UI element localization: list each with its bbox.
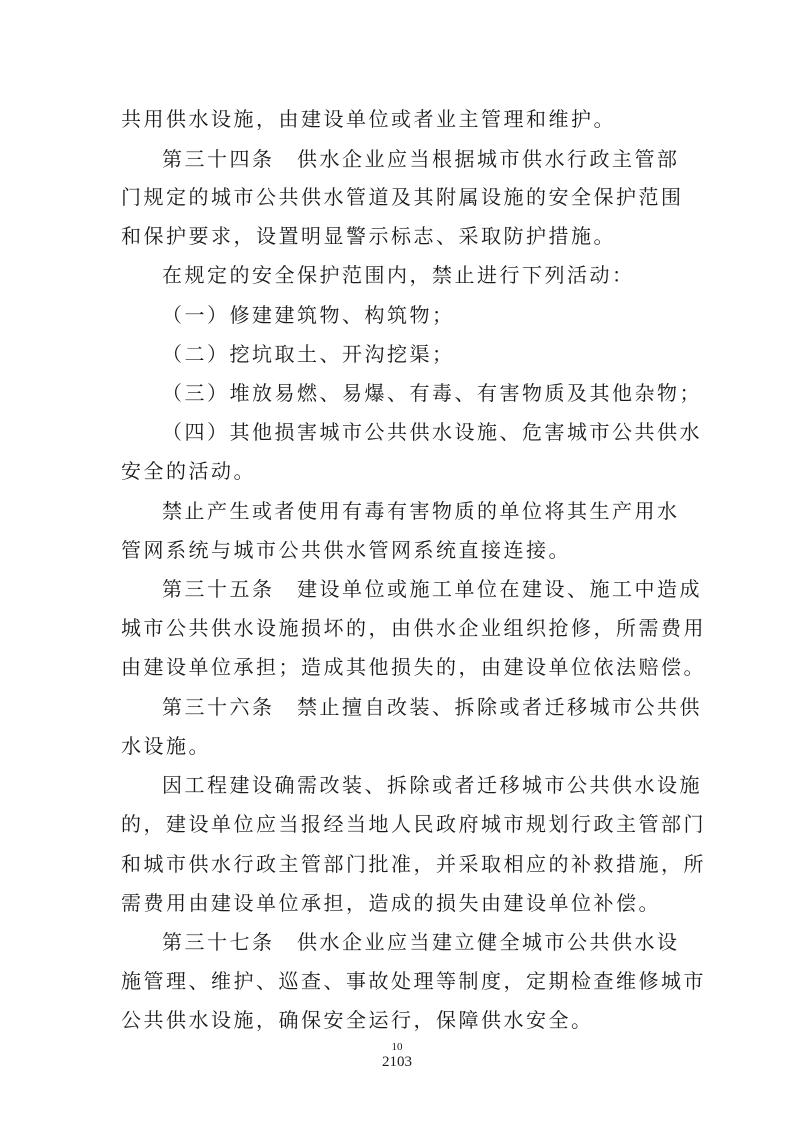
text-line: 因工程建设确需改装、拆除或者迁移城市公共供水设施 (162, 773, 702, 797)
article-37-heading-line: 第三十七条 供水企业应当建立健全城市公共供水设 (162, 930, 680, 954)
text-line: 由建设单位承担；造成其他损失的，由建设单位依法赔偿。 (121, 655, 706, 679)
text-line: 安全的活动。 (121, 459, 256, 483)
text-line: 公共供水设施，确保安全运行，保障供水安全。 (121, 1008, 594, 1032)
text-line: 和保护要求，设置明显警示标志、采取防护措施。 (121, 224, 616, 248)
text-line: 管网系统与城市公共供水管网系统直接连接。 (121, 538, 571, 562)
text-line: 共用供水设施，由建设单位或者业主管理和维护。 (121, 107, 616, 131)
page-number: 10 (391, 1041, 403, 1053)
text-line: 的，建设单位应当报经当地人民政府城市规划行政主管部门 (121, 812, 706, 836)
article-35-heading-line: 第三十五条 建设单位或施工单位在建设、施工中造成 (162, 577, 702, 601)
text-line: 在规定的安全保护范围内，禁止进行下列活动： (162, 263, 635, 287)
text-line: 门规定的城市公共供水管道及其附属设施的安全保护范围 (121, 185, 684, 209)
list-item-1: （一）修建建筑物、构筑物； (162, 303, 455, 327)
text-line: 禁止产生或者使用有毒有害物质的单位将其生产用水 (162, 499, 680, 523)
list-item-3: （三）堆放易燃、易爆、有毒、有害物质及其他杂物； (162, 381, 702, 405)
list-item-4: （四）其他损害城市公共供水设施、危害城市公共供水 (162, 420, 702, 444)
text-line: 城市公共供水设施损坏的，由供水企业组织抢修，所需费用 (121, 616, 706, 640)
article-34-heading-line: 第三十四条 供水企业应当根据城市供水行政主管部 (162, 147, 680, 171)
list-item-2: （二）挖坑取土、开沟挖渠； (162, 342, 455, 366)
text-line: 施管理、维护、巡查、事故处理等制度，定期检查维修城市 (121, 969, 706, 993)
text-line: 和城市供水行政主管部门批准，并采取相应的补救措施，所 (121, 852, 706, 876)
text-line: 需费用由建设单位承担，造成的损失由建设单位补偿。 (121, 891, 661, 915)
sheet-number: 2103 (382, 1054, 412, 1070)
article-36-heading-line: 第三十六条 禁止擅自改装、拆除或者迁移城市公共供 (162, 695, 702, 719)
text-line: 水设施。 (121, 734, 211, 758)
